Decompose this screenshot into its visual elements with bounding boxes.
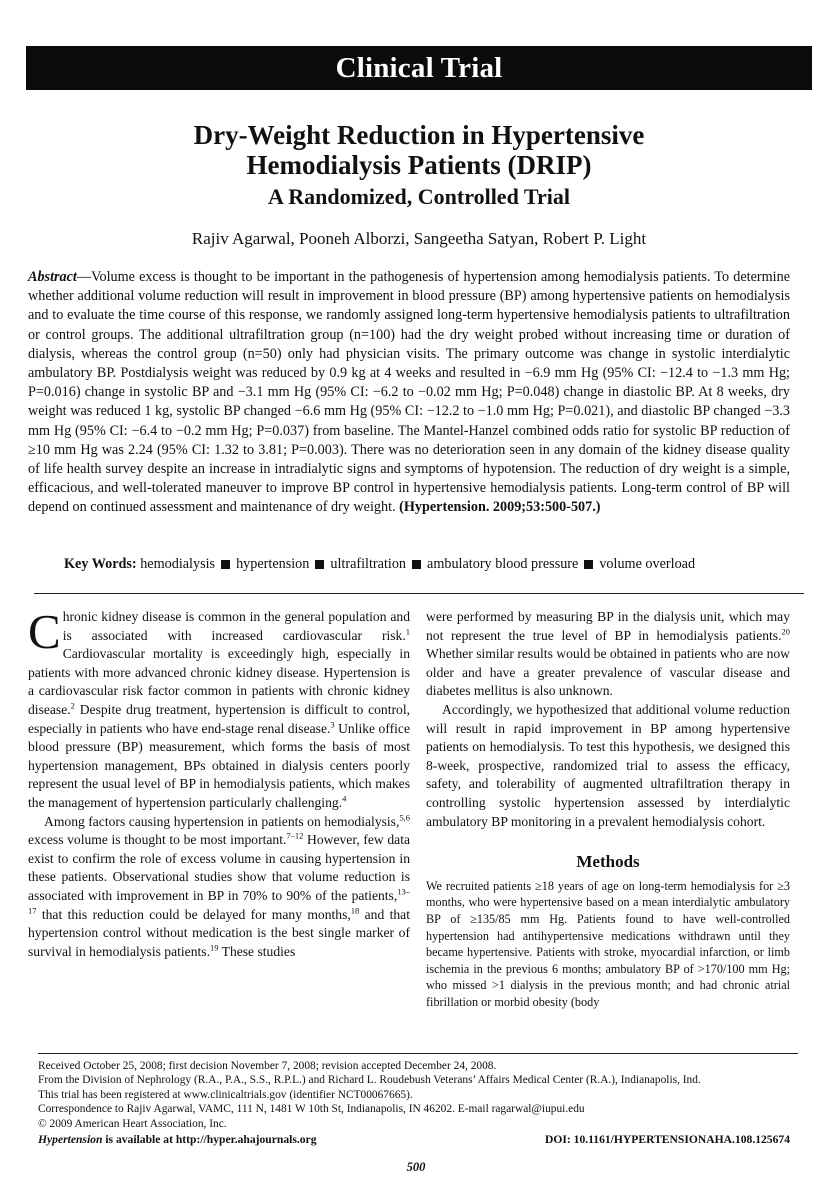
citation-ref[interactable]: 19	[209, 942, 219, 953]
square-bullet-icon	[221, 560, 230, 569]
footnote-affiliation: From the Division of Nephrology (R.A., P.A., S.S., R.P.L.) and Richard L. Roudebush Veterans’ Affairs Medical Center (R.A.), Indianapolis, Ind.	[38, 1074, 701, 1087]
body-right-column	[426, 608, 790, 1010]
square-bullet-icon	[584, 560, 593, 569]
text-run: Among factors causing hypertension in patients on hemodialysis,	[44, 813, 400, 829]
intro-paragraph-4: Accordingly, we hypothesized that additional volume reduction will result in rapid improvement in BP among hypertensive patients on hemodialysis. To test this hypothesis, we designed this 8-week, prospective, randomized trial to assess the efficacy, safety, and tolerability of augmented ultrafiltration therapy in controlling systolic hypertension assessed by interdialytic ambulatory BP monitoring in a prevalent hemodialysis cohort.	[426, 701, 790, 829]
citation-ref[interactable]: 20	[781, 626, 790, 637]
journal-name: Hypertension	[38, 1133, 103, 1146]
abstract-text: —Volume excess is thought to be important in the pathogenesis of hypertension among hemodialysis patients. To determine whether additional volume reduction will result in improvement in blood pressure (BP) among hypertensive patients on hemodialysis and to evaluate the time course of this response, we randomly assigned long-term hypertensive hemodialysis patients to ultrafiltration or control groups. The additional ultrafiltration group (n=100) had the dry weight probed without increasing time or duration of dialysis, whereas the control group (n=50) only had physician visits. The primary outcome was change in systolic interdialytic ambulatory BP. Postdialysis weight was reduced by 0.9 kg at 4 weeks and resulted in −6.9 mm Hg (95% CI: −12.4 to −1.3 mm Hg; P=0.016) change in systolic BP and −3.1 mm Hg (95% CI: −6.2 to −0.02 mm Hg; P=0.048) change in diastolic BP. At 8 weeks, dry weight was reduced 1 kg, systolic BP changed −6.6 mm Hg (95% CI: −12.2 to −1.0 mm Hg; P=0.021), and diastolic BP changed −3.3 mm Hg (95% CI: −6.4 to −0.2 mm Hg; P=0.037) from baseline. The Mantel-Hanzel combined odds ratio for systolic BP reduction of ≥10 mm Hg was 2.24 (95% CI: 1.32 to 3.81; P=0.003). There was no deterioration seen in any domain of the kidney disease quality of life health survey despite an increase in intradialytic signs and symptoms of hypotension. The reduction of dry weight is a simple, efficacious, and well-tolerated maneuver to improve BP control in hypertensive hemodialysis patients. Long-term control of BP will depend on continued assessment and maintenance of dry weight.	[28, 269, 790, 516]
text-run: Whether similar results would be obtained in patients who are now older and have a greater prevalence of vascular disease and diabetes mellitus is also unknown.	[426, 646, 790, 699]
abstract-label: Abstract	[28, 269, 77, 285]
square-bullet-icon	[315, 560, 324, 569]
text-run: that this reduction could be delayed for many months,	[36, 906, 351, 922]
citation-ref[interactable]: 1	[405, 626, 410, 637]
methods-paragraph: We recruited patients ≥18 years of age on long-term hemodialysis for ≥3 months, who were hypertensive based on a mean interdialytic ambulatory BP of ≥135/85 mm Hg. Patients found to have well-controlled hypertension had antihypertensive medications withdrawn until they became hypertensive. Patients with stroke, myocardial infarction, or limb ischemia in the previous 6 months; ambulatory BP of >170/100 mm Hg; who missed >1 dialysis in the previous month; and had chronic atrial fibrillation or morbid obesity (body	[426, 878, 790, 1009]
footnote-correspondence: Correspondence to Rajiv Agarwal, VAMC, 111 N, 1481 W 10th St, Indianapolis, IN 46202. E-mail ragarwal@iupui.edu	[38, 1103, 585, 1116]
body-left-column	[28, 604, 411, 961]
intro-paragraph-3	[426, 608, 790, 701]
journal-url[interactable]: is available at http://hyper.ahajournals.org	[102, 1133, 317, 1146]
keywords	[64, 556, 804, 573]
availability-note	[38, 1133, 317, 1146]
section-banner: Clinical Trial	[26, 46, 812, 90]
footnote-divider	[38, 1053, 798, 1054]
citation-ref[interactable]: 7–12	[286, 830, 304, 841]
section-divider	[34, 593, 804, 594]
author-list: Rajiv Agarwal, Pooneh Alborzi, Sangeetha Satyan, Robert P. Light	[191, 229, 647, 248]
text-run: Cardiovascular mortality is exceedingly high, especially in patients with more advanced chronic kidney disease. Hypertension is a cardiovascular risk factor common in patients with chronic kidney disease.	[28, 646, 410, 717]
text-run: hronic kidney disease is common in the general population and is associated with increased cardiovascular risk.	[62, 609, 410, 643]
square-bullet-icon	[412, 560, 421, 569]
citation-ref[interactable]: 13–17	[28, 886, 410, 915]
text-run: However, few data exist to confirm the role of excess volume in causing hypertension in these patients. Observational studies show that volume reduction is associated with improvement in BP in 70% to 90% of the patients,	[28, 832, 411, 903]
text-run: were performed by measuring BP in the dialysis unit, which may not represent the true level of BP in hemodialysis patients.	[426, 609, 790, 643]
text-run: Despite drug treatment, hypertension is difficult to control, especially in patients who have end-stage renal disease.	[28, 701, 410, 736]
citation-ref[interactable]: 2	[70, 700, 75, 711]
methods-heading: Methods	[576, 852, 640, 872]
citation-ref[interactable]: 3	[330, 719, 335, 730]
abstract-citation: (Hypertension. 2009;53:500-507.)	[399, 499, 601, 516]
text-run: These studies	[218, 943, 296, 959]
page-number: 500	[406, 1160, 426, 1174]
title-line-2: Hemodialysis Patients (DRIP)	[246, 150, 592, 180]
keywords-label: Key Words:	[64, 556, 137, 572]
text-run: excess volume is thought to be most important.	[28, 832, 287, 848]
text-run: Unlike office blood pressure (BP) measurement, which forms the basis of most hypertension management, BPs obtained in dialysis centers poorly represent the usual level of BP in hemodialysis patients, which makes the management of hypertension particularly challenging.	[28, 720, 410, 810]
citation-ref[interactable]: 4	[342, 793, 347, 804]
keyword-item: ultrafiltration	[330, 556, 407, 572]
title-line-1: Dry-Weight Reduction in Hypertensive	[193, 120, 645, 150]
abstract	[28, 268, 790, 518]
doi[interactable]: DOI: 10.1161/HYPERTENSIONAHA.108.125674	[544, 1133, 790, 1146]
citation-ref[interactable]: 18	[350, 904, 360, 915]
footnote-copyright: © 2009 American Heart Association, Inc.	[38, 1117, 227, 1130]
intro-paragraph-1	[28, 604, 410, 813]
footnote-registration: This trial has been registered at www.clinicaltrials.gov (identifier NCT00067665).	[38, 1088, 413, 1101]
footnotes	[38, 1059, 798, 1131]
article-title	[26, 120, 812, 180]
intro-paragraph-2	[28, 813, 410, 962]
text-run: and that hypertension control without medication is the best single marker of survival in hemodialysis patients.	[28, 906, 410, 959]
page-footer	[38, 1133, 790, 1146]
drop-cap: C	[28, 604, 61, 659]
keyword-item: hemodialysis	[140, 556, 216, 572]
keyword-item: hypertension	[236, 556, 310, 572]
keyword-item: ambulatory blood pressure	[427, 556, 579, 572]
article-subtitle: A Randomized, Controlled Trial	[268, 184, 570, 209]
keyword-item: volume overload	[599, 556, 696, 572]
footnote-received: Received October 25, 2008; first decision November 7, 2008; revision accepted December 24, 2008.	[38, 1060, 497, 1072]
citation-ref[interactable]: 5,6	[399, 812, 410, 822]
